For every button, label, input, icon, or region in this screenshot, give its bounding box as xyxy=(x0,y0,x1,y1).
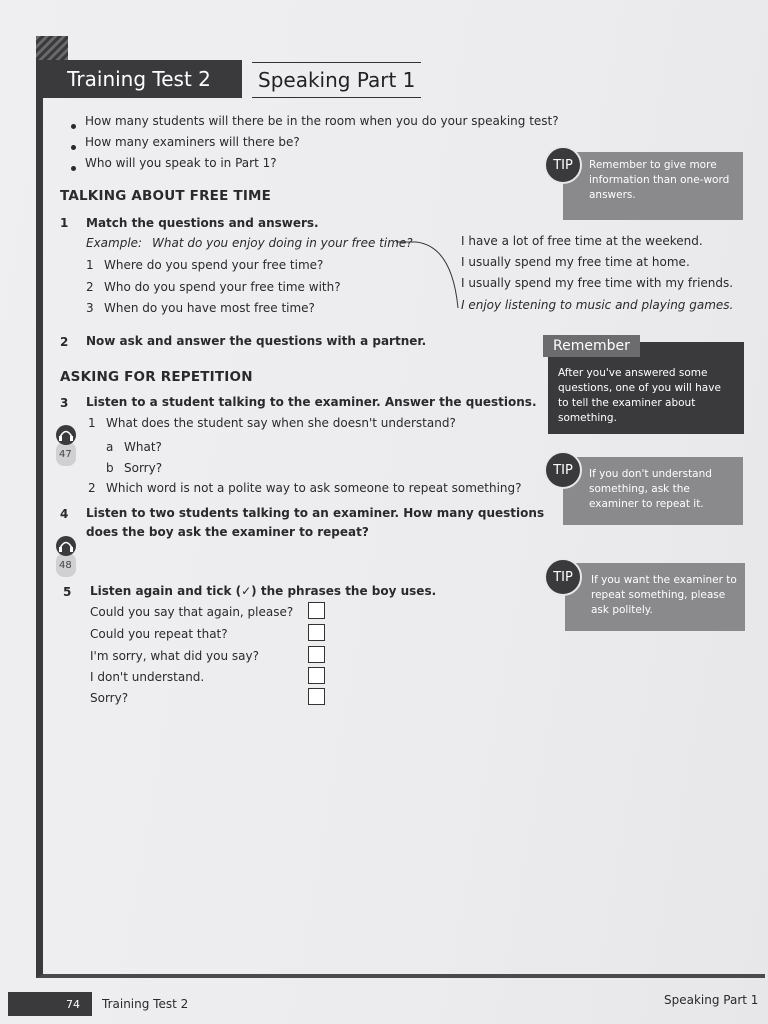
question-number: 1 xyxy=(60,216,69,230)
tip-text: Remember to give more information than one-word answers. xyxy=(589,159,730,201)
footer-right: Speaking Part 1 xyxy=(664,993,759,1007)
subquestion-number: 1 xyxy=(86,258,94,272)
question-text: Now ask and answer the questions with a partner. xyxy=(86,334,427,348)
tick-checkbox[interactable] xyxy=(308,624,325,641)
phrase-text: Sorry? xyxy=(90,691,129,705)
phrase-text: Could you say that again, please? xyxy=(90,605,294,619)
question-text: Match the questions and answers. xyxy=(86,216,319,230)
bullet-icon xyxy=(71,166,76,171)
phrase-text: Could you repeat that? xyxy=(90,627,228,641)
page-number: 74 xyxy=(8,992,92,1016)
question-text: Listen to two students talking to an examiner. How many questions xyxy=(86,506,545,520)
audio-track-47[interactable] xyxy=(55,424,77,472)
subquestion-number: 3 xyxy=(86,301,94,315)
tip-badge: TIP xyxy=(544,558,582,596)
question-text: Listen again and tick (✓) the phrases the boy uses. xyxy=(90,584,437,598)
tip-badge: TIP xyxy=(544,146,582,184)
option-text: What? xyxy=(124,440,162,454)
intro-bullet: Who will you speak to in Part 1? xyxy=(85,156,277,170)
tick-checkbox[interactable] xyxy=(308,646,325,663)
tip-box xyxy=(563,152,743,220)
remember-label: Remember xyxy=(543,335,640,357)
tip-text: If you want the examiner to repeat something, please ask politely. xyxy=(591,574,737,616)
subquestion-number: 1 xyxy=(88,416,96,430)
headphones-icon xyxy=(55,424,77,468)
matching-line xyxy=(394,236,469,314)
audio-track-48[interactable] xyxy=(55,535,77,583)
headphones-icon xyxy=(55,535,77,579)
answer-option: I have a lot of free time at the weekend. xyxy=(461,234,703,248)
bullet-icon xyxy=(71,145,76,150)
tick-checkbox[interactable] xyxy=(308,667,325,684)
audio-track-number: 47 xyxy=(59,449,72,460)
footer-left: Training Test 2 xyxy=(102,997,189,1011)
tick-checkbox[interactable] xyxy=(308,602,325,619)
question-text: Listen to a student talking to the examiner. Answer the questions. xyxy=(86,395,537,409)
example-text: What do you enjoy doing in your free time? xyxy=(152,236,413,250)
subquestion-number: 2 xyxy=(88,481,96,495)
section-heading: TALKING ABOUT FREE TIME xyxy=(60,188,272,204)
subquestion-text: Who do you spend your free time with? xyxy=(104,280,341,294)
tip-box xyxy=(563,457,743,525)
answer-option: I usually spend my free time with my friends. xyxy=(461,276,734,290)
subquestion-text: What does the student say when she doesn't understand? xyxy=(106,416,456,430)
subquestion-text: Where do you spend your free time? xyxy=(104,258,324,272)
intro-bullet: How many examiners will there be? xyxy=(85,135,300,149)
remember-text: After you've answered some questions, one of you will have to tell the examiner about something. xyxy=(558,367,721,424)
question-number: 2 xyxy=(60,335,69,349)
example-label: Example: xyxy=(86,236,143,250)
answer-option: I usually spend my free time at home. xyxy=(461,255,690,269)
question-number: 3 xyxy=(60,396,69,410)
tick-checkbox[interactable] xyxy=(308,688,325,705)
tip-badge: TIP xyxy=(544,451,582,489)
audio-track-number: 48 xyxy=(59,560,72,571)
answer-option: I enjoy listening to music and playing games. xyxy=(461,298,734,312)
section-heading: ASKING FOR REPETITION xyxy=(60,369,253,385)
part-title: Speaking Part 1 xyxy=(252,62,421,98)
option-text: Sorry? xyxy=(124,461,163,475)
phrase-text: I'm sorry, what did you say? xyxy=(90,649,259,663)
intro-bullet: How many students will there be in the room when you do your speaking test? xyxy=(85,114,559,128)
question-text: does the boy ask the examiner to repeat? xyxy=(86,525,369,539)
option-label: a xyxy=(106,440,114,454)
tip-text: If you don't understand something, ask the examiner to repeat it. xyxy=(589,468,712,510)
phrase-text: I don't understand. xyxy=(90,670,205,684)
option-label: b xyxy=(106,461,114,475)
subquestion-number: 2 xyxy=(86,280,94,294)
tip-box xyxy=(565,563,745,631)
question-number: 5 xyxy=(63,585,72,599)
subquestion-text: Which word is not a polite way to ask someone to repeat something? xyxy=(106,481,522,495)
bullet-icon xyxy=(71,124,76,129)
question-number: 4 xyxy=(60,507,69,521)
test-title: Training Test 2 xyxy=(36,60,242,98)
subquestion-text: When do you have most free time? xyxy=(104,301,315,315)
